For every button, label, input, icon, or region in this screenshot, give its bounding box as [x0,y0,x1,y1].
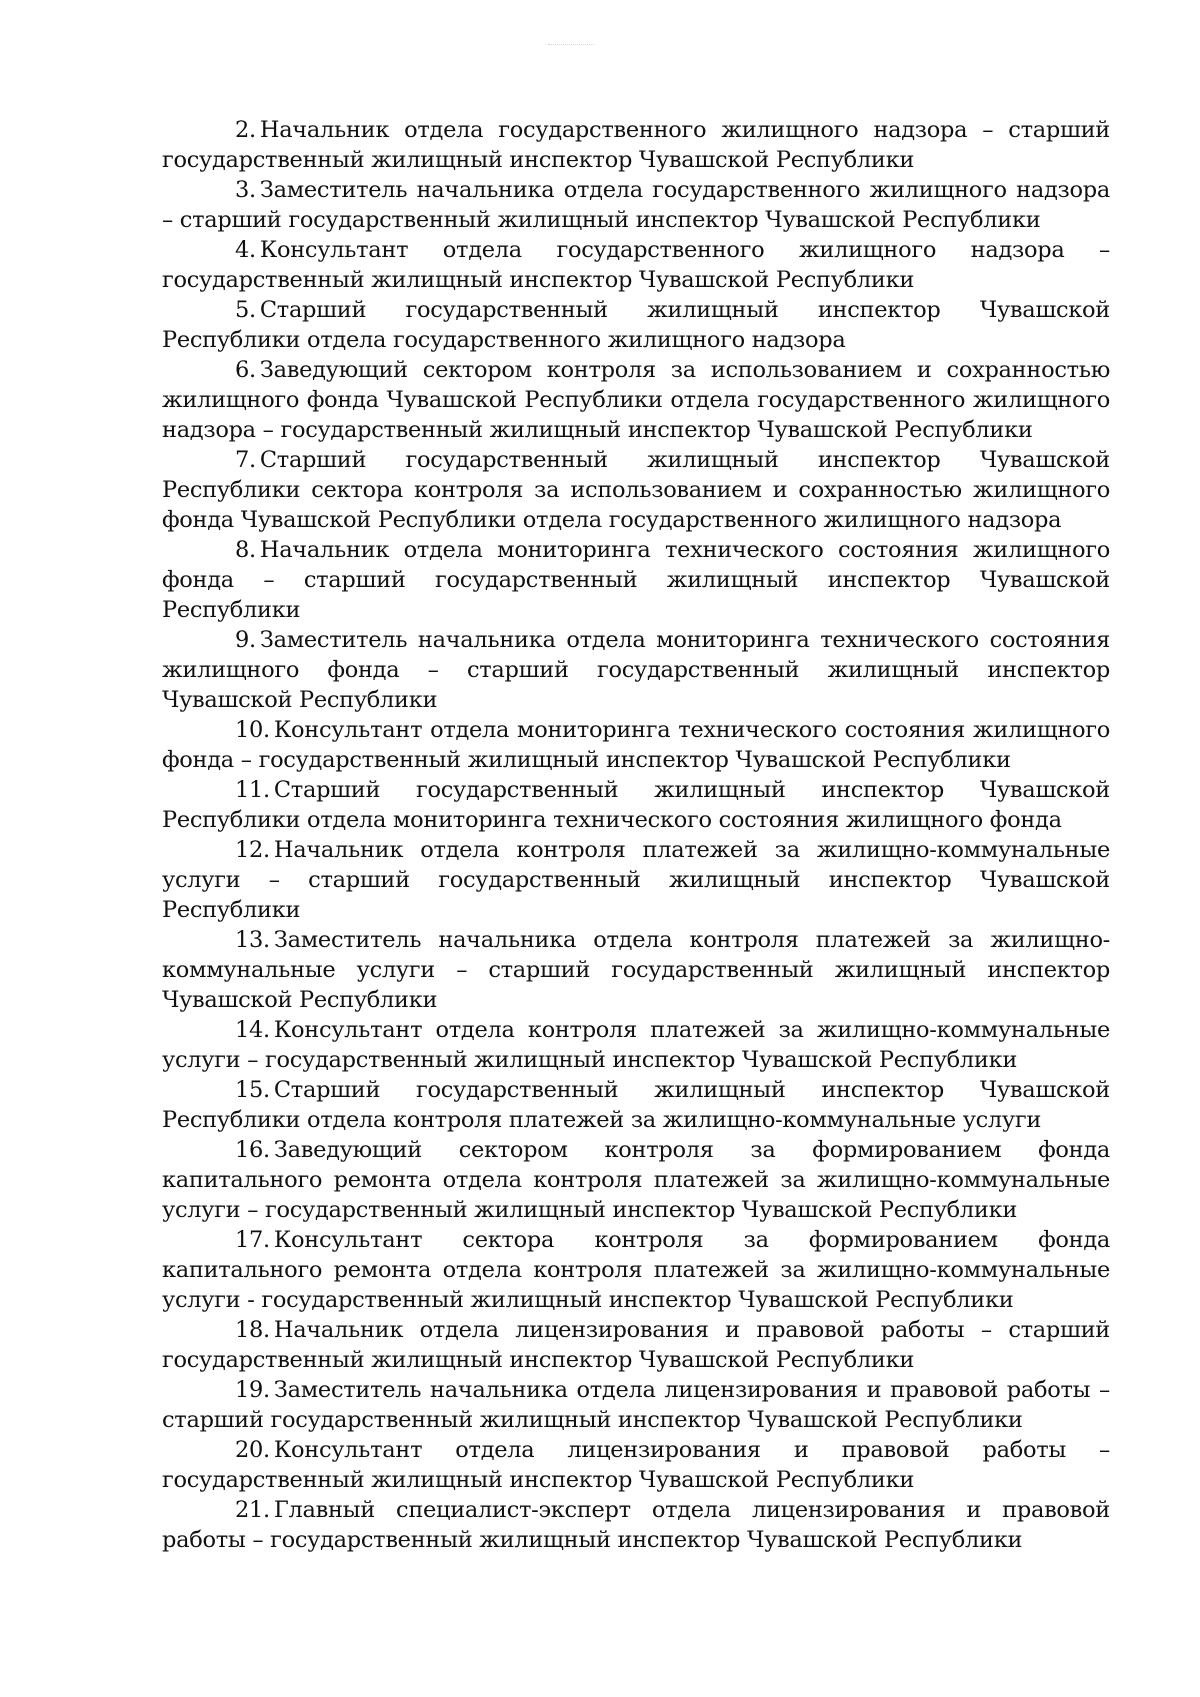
item-number: 15. [235,1077,270,1103]
item-text: Консультант отдела мониторинга технического состояния жилищного фонда – государственный жилищный инспектор Чувашской Республики [162,717,1110,773]
list-item [162,295,1110,355]
item-text: Консультант сектора контроля за формированием фонда капитального ремонта отдела контроля платежей за жилищно-коммунальные услуги - государственный жилищный инспектор Чувашской Республики [162,1227,1110,1313]
list-item [162,1075,1110,1135]
item-number: 3. [235,177,256,203]
item-text: Старший государственный жилищный инспектор Чувашской Республики отдела государственного жилищного надзора [162,297,1110,353]
item-number: 12. [235,837,270,863]
list-item [162,1495,1110,1555]
list-item [162,835,1110,925]
item-number: 8. [235,537,256,563]
item-number: 5. [235,297,256,323]
list-item [162,1225,1110,1315]
item-number: 13. [235,927,270,953]
list-item [162,1315,1110,1375]
document-page [162,115,1110,1555]
item-number: 9. [235,627,256,653]
list-item [162,925,1110,1015]
item-number: 11. [235,777,270,803]
item-text: Старший государственный жилищный инспектор Чувашской Республики сектора контроля за использованием и сохранностью жилищного фонда Чувашской Республики отдела государственного жилищного надзора [162,447,1110,533]
item-text: Заведующий сектором контроля за формированием фонда капитального ремонта отдела контроля платежей за жилищно-коммунальные услуги – государственный жилищный инспектор Чувашской Республики [162,1137,1110,1223]
list-item [162,775,1110,835]
list-item [162,115,1110,175]
item-text: Консультант отдела лицензирования и правовой работы – государственный жилищный инспектор Чувашской Республики [162,1437,1110,1493]
item-number: 18. [235,1317,270,1343]
item-text: Начальник отдела государственного жилищного надзора – старший государственный жилищный инспектор Чувашской Республики [162,117,1110,173]
list-item [162,625,1110,715]
item-text: Заместитель начальника отдела контроля платежей за жилищно-коммунальные услуги – старший государственный жилищный инспектор Чувашской Республики [162,927,1110,1013]
scan-artifact [548,44,594,51]
item-text: Начальник отдела контроля платежей за жилищно-коммунальные услуги – старший государственный жилищный инспектор Чувашской Республики [162,837,1110,923]
item-number: 6. [235,357,256,383]
list-item [162,175,1110,235]
item-number: 4. [235,237,256,263]
list-item [162,355,1110,445]
item-text: Начальник отдела лицензирования и правовой работы – старший государственный жилищный инспектор Чувашской Республики [162,1317,1110,1373]
item-text: Заведующий сектором контроля за использованием и сохранностью жилищного фонда Чувашской Республики отдела государственного жилищного надзора – государственный жилищный инспектор Чувашской Республики [162,357,1110,443]
list-item [162,235,1110,295]
item-text: Заместитель начальника отдела мониторинга технического состояния жилищного фонда – старший государственный жилищный инспектор Чувашской Республики [162,627,1110,713]
item-number: 10. [235,717,270,743]
item-text: Главный специалист-эксперт отдела лицензирования и правовой работы – государственный жилищный инспектор Чувашской Республики [162,1497,1110,1553]
item-text: Старший государственный жилищный инспектор Чувашской Республики отдела контроля платежей за жилищно-коммунальные услуги [162,1077,1110,1133]
list-item [162,535,1110,625]
item-number: 21. [235,1497,270,1523]
item-text: Консультант отдела контроля платежей за жилищно-коммунальные услуги – государственный жилищный инспектор Чувашской Республики [162,1017,1110,1073]
item-number: 2. [235,117,256,143]
list-item [162,1375,1110,1435]
list-item [162,1015,1110,1075]
item-number: 14. [235,1017,270,1043]
item-text: Начальник отдела мониторинга технического состояния жилищного фонда – старший государственный жилищный инспектор Чувашской Республики [162,537,1110,623]
list-item [162,1135,1110,1225]
list-item [162,715,1110,775]
item-number: 20. [235,1437,270,1463]
item-number: 7. [235,447,256,473]
item-text: Консультант отдела государственного жилищного надзора – государственный жилищный инспектор Чувашской Республики [162,237,1110,293]
item-number: 19. [235,1377,270,1403]
item-number: 16. [235,1137,270,1163]
item-text: Заместитель начальника отдела государственного жилищного надзора – старший государственный жилищный инспектор Чувашской Республики [162,177,1110,233]
item-number: 17. [235,1227,270,1253]
list-item [162,1435,1110,1495]
item-text: Заместитель начальника отдела лицензирования и правовой работы – старший государственный жилищный инспектор Чувашской Республики [162,1377,1110,1433]
item-text: Старший государственный жилищный инспектор Чувашской Республики отдела мониторинга технического состояния жилищного фонда [162,777,1110,833]
list-item [162,445,1110,535]
